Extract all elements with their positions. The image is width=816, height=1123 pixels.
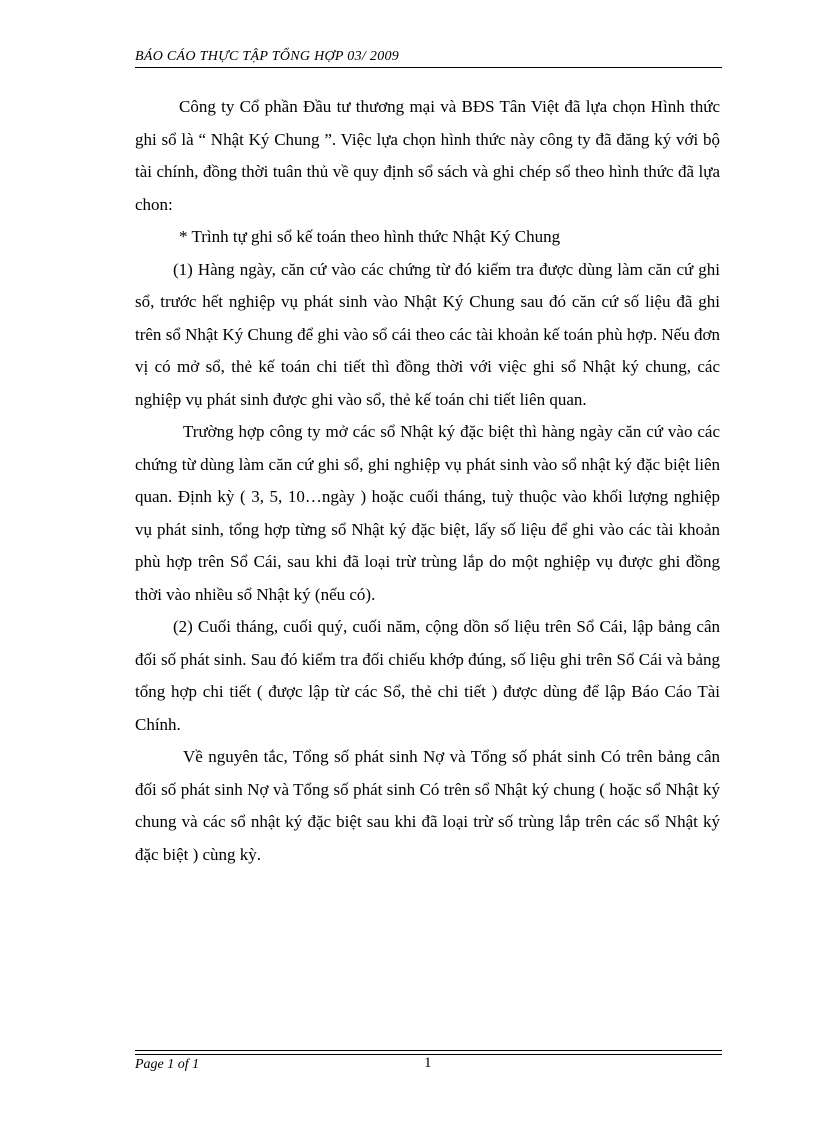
footer-page-number: 1	[424, 1055, 432, 1071]
document-body	[135, 91, 720, 871]
paragraph-procedure-heading: * Trình tự ghi sổ kế toán theo hình thức Nhật Ký Chung	[179, 227, 561, 246]
header-title: BÁO CÁO THỰC TẬP TỔNG HỢP 03/ 2009	[135, 49, 400, 64]
paragraph-principle: Về nguyên tắc, Tổng số phát sinh Nợ và Tổng số phát sinh Có trên bảng cân đối số phát sinh Nợ và Tổng số phát sinh Có trên sổ Nhật ký chung ( hoặc sổ Nhật ký chung và các sổ nhật ký đặc biệt sau khi đã loại trừ số trùng lắp trên các sổ Nhật ký đặc biệt ) cùng kỳ.	[135, 747, 720, 864]
footer-page-label: Page 1 of 1	[135, 1057, 200, 1072]
paragraph-special-journals: Trường hợp công ty mở các sổ Nhật ký đặc biệt thì hàng ngày căn cứ vào các chứng từ dùng làm căn cứ ghi sổ, ghi nghiệp vụ phát sinh vào sổ nhật ký đặc biệt liên quan. Định kỳ ( 3, 5, 10…ngày ) hoặc cuối tháng, tuỳ thuộc vào khối lượng nghiệp vụ phát sinh, tổng hợp từng sổ Nhật ký đặc biệt, lấy số liệu để ghi vào các tài khoản phù hợp trên Sổ Cái, sau khi đã loại trừ trùng lắp do một nghiệp vụ được ghi đồng thời vào nhiều sổ Nhật ký (nếu có).	[135, 422, 720, 604]
header-divider	[135, 67, 722, 68]
paragraph-step-2: (2) Cuối tháng, cuối quý, cuối năm, cộng dồn số liệu trên Sổ Cái, lập bảng cân đối số phát sinh. Sau đó kiểm tra đối chiếu khớp đúng, số liệu ghi trên Sổ Cái và bảng tổng hợp chi tiết ( được lập từ các Sổ, thẻ chi tiết ) được dùng để lập Báo Cáo Tài Chính.	[135, 617, 720, 734]
paragraph-intro: Công ty Cổ phần Đầu tư thương mại và BĐS Tân Việt đã lựa chọn Hình thức ghi sổ là “ Nhật Ký Chung ”. Việc lựa chọn hình thức này công ty đã đăng ký với bộ tài chính, đồng thời tuân thủ về quy định sổ sách và ghi chép sổ theo hình thức đã lựa chon:	[135, 97, 720, 214]
paragraph-step-1: (1) Hàng ngày, căn cứ vào các chứng từ đó kiểm tra được dùng làm căn cứ ghi sổ, trước hết nghiệp vụ phát sinh vào Nhật Ký Chung sau đó căn cứ số liệu đã ghi trên sổ Nhật Ký Chung để ghi vào sổ cái theo các tài khoản kế toán phù hợp. Nếu đơn vị có mở sổ, thẻ kế toán chi tiết thì đồng thời với việc ghi sổ Nhật ký chung, các nghiệp vụ phát sinh được ghi vào sổ, thẻ kế toán chi tiết liên quan.	[135, 259, 720, 409]
